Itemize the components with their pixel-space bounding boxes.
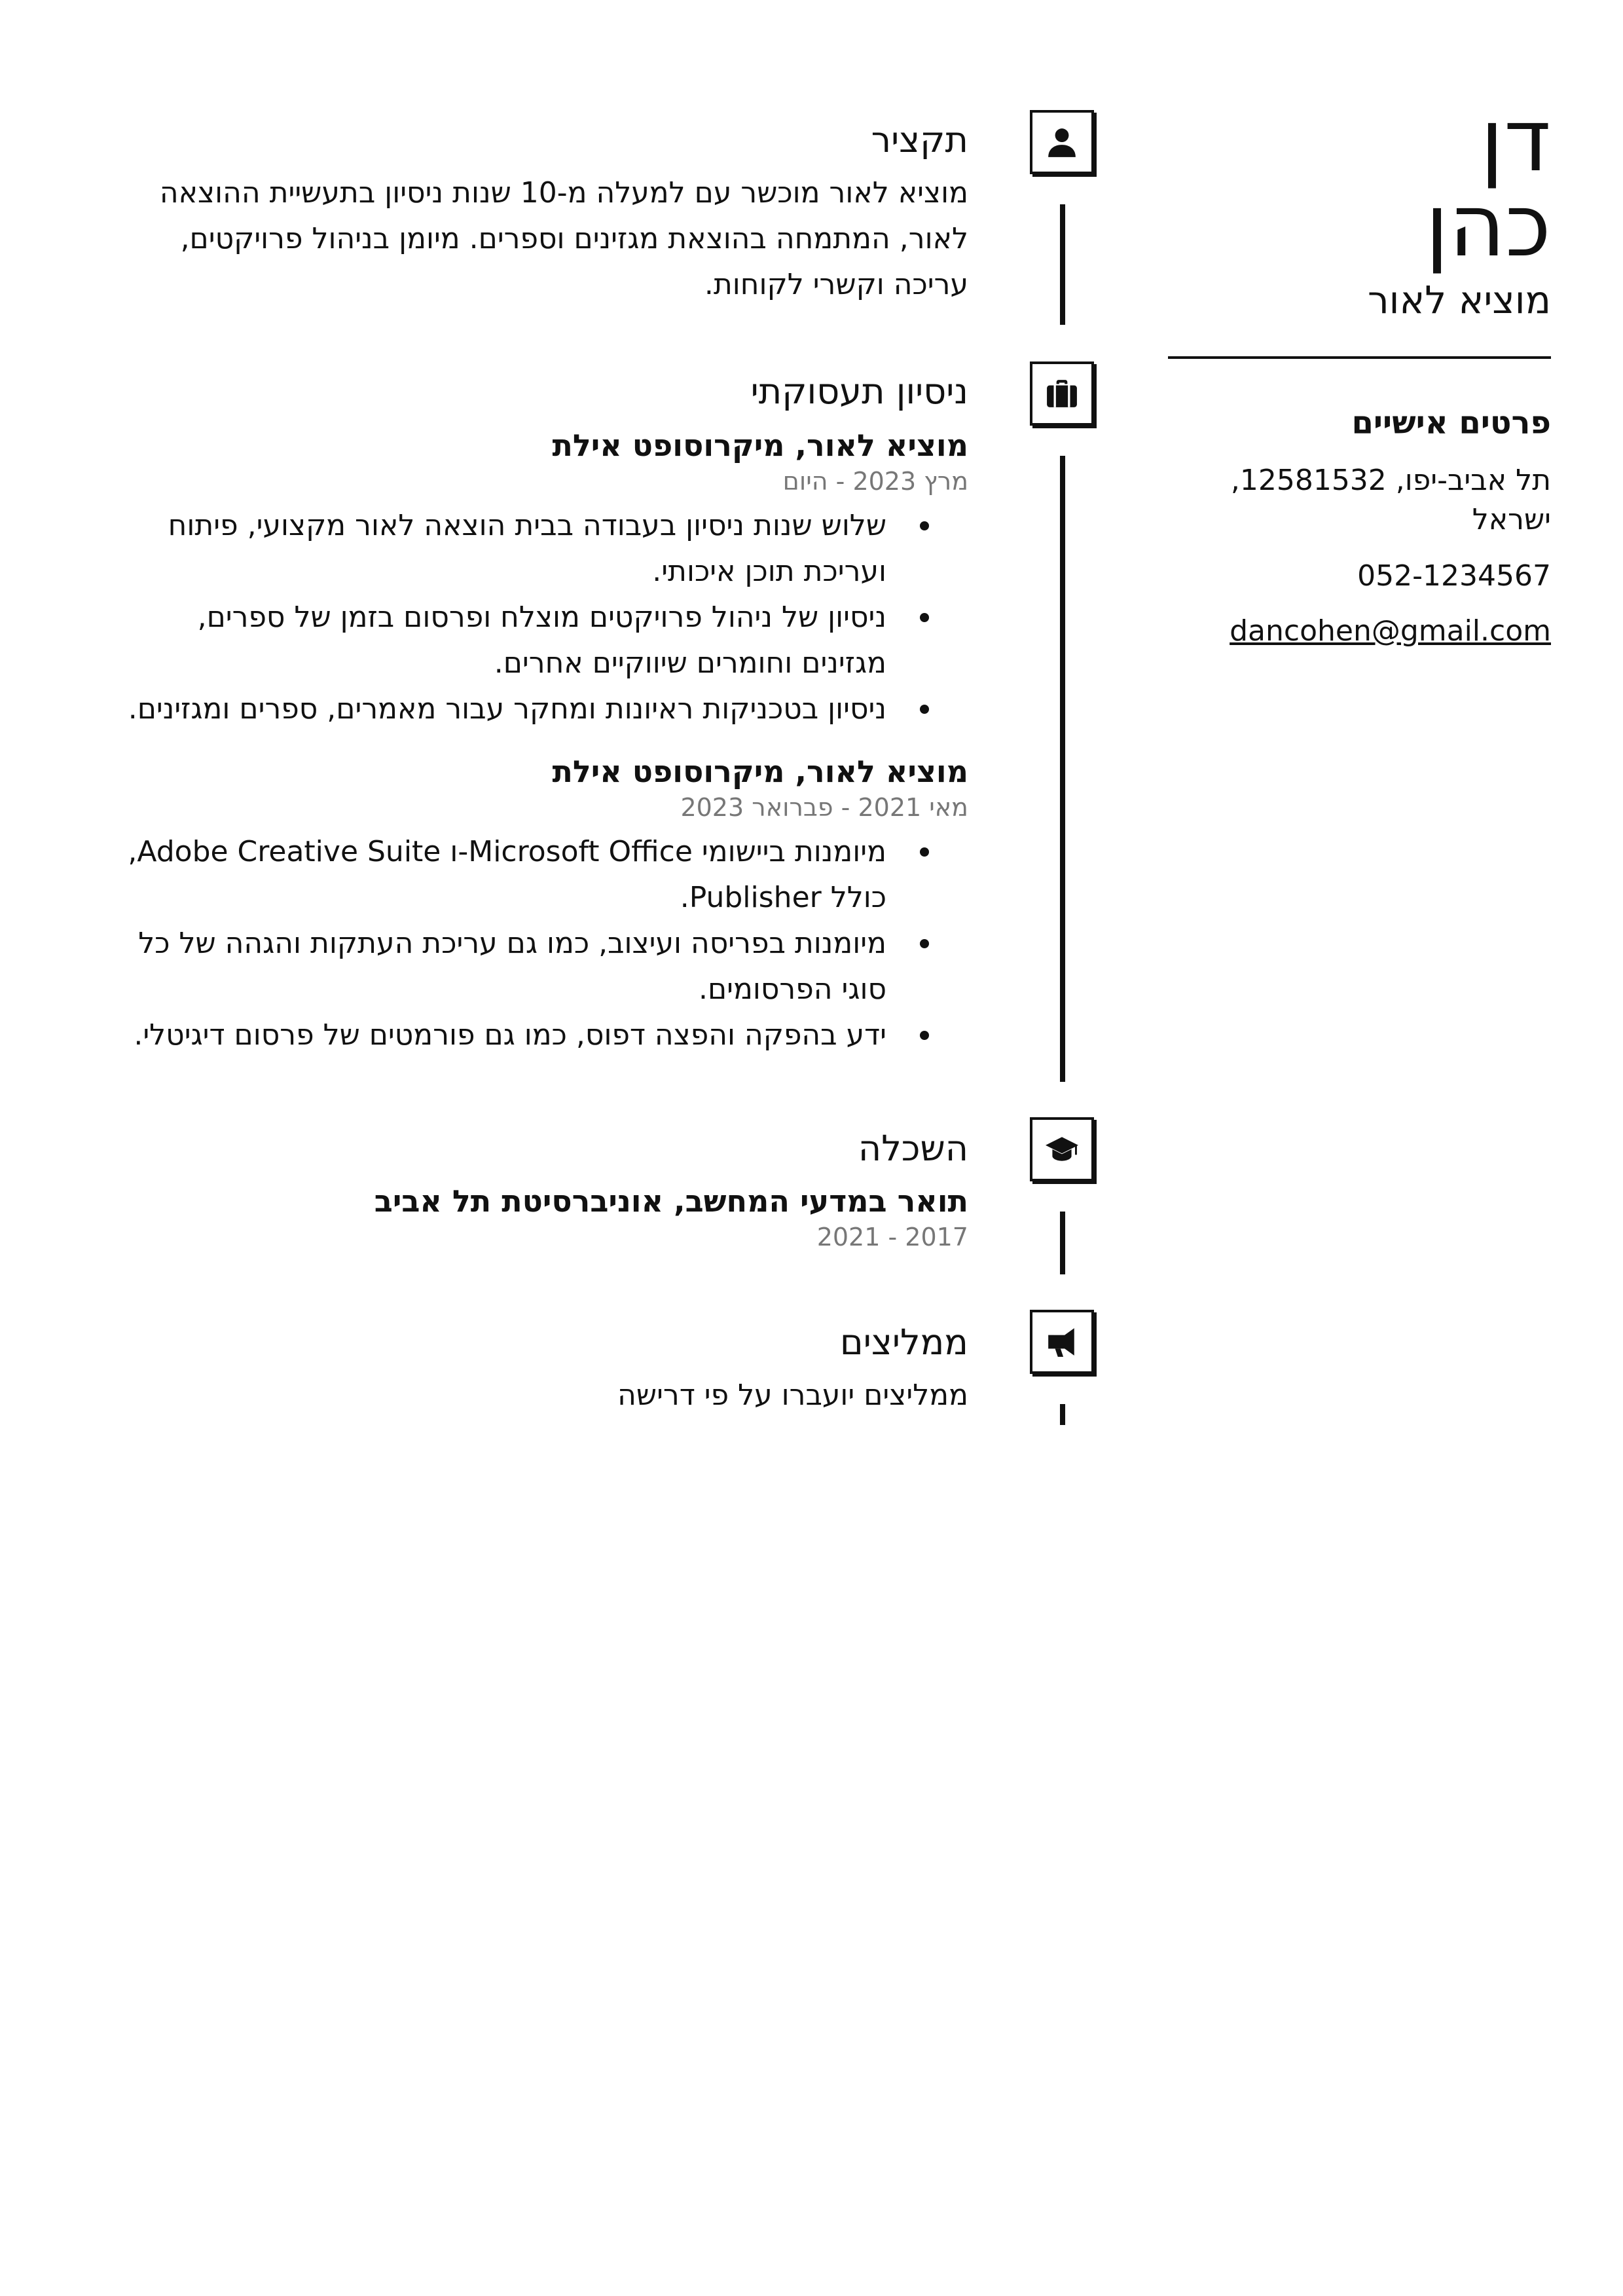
experience-title: ניסיון תעסוקתי [750,371,968,412]
experience-icon-box [1030,361,1094,426]
address: תל אביב-יפו, 12581532, ישראל [1230,464,1551,536]
job-bullets [117,829,968,1058]
megaphone-icon [1046,1325,1078,1358]
timeline-line [1060,456,1065,1082]
references-title: ממליצים [839,1322,968,1363]
references-text: ממליצים יועברו על פי דרישה [617,1379,968,1412]
user-icon [1046,126,1078,158]
education-icon-box [1030,1117,1094,1181]
education-title: השכלה [858,1128,968,1169]
personal-details-title: פרטים אישיים [1351,405,1551,441]
education-dates: 2017 - 2021 [816,1223,968,1251]
list-item: מיומנות ביישומי Microsoft Office-ו Adobe Creative Suite, כולל Publisher. [117,829,968,921]
job-heading: מוציא לאור, מיקרוסופט אילת [552,428,968,463]
email-link[interactable]: dancohen@gmail.com [1230,614,1551,648]
job-dates: מרץ 2023 - היום [782,467,968,496]
timeline-line [1060,204,1065,325]
list-item: ניסיון של ניהול פרויקטים מוצלח ופרסום בזמן של ספרים, מגזינים וחומרים שיווקיים אחרים. [117,595,968,686]
list-item: מיומנות בפריסה ועיצוב, כמו גם עריכת העתקות והגהה של כל סוגי הפרסומים. [117,921,968,1012]
graduation-cap-icon [1046,1133,1078,1166]
personal-sidebar [1168,90,1551,651]
summary-icon-box [1030,110,1094,174]
timeline-line [1060,1404,1065,1425]
summary-title: תקציר [871,119,968,160]
education-section [117,1124,968,1253]
list-item: ניסיון בטכניקות ראיונות ומחקר עבור מאמרים, ספרים ומגזינים. [117,686,968,732]
job-bullets [117,503,968,732]
first-name: דן [1480,90,1551,191]
experience-section [117,367,968,1058]
job-entry [117,752,968,1058]
timeline-line [1060,1212,1065,1274]
briefcase-icon [1046,377,1078,410]
sidebar-divider [1168,356,1551,359]
degree: תואר במדעי המחשב, אוניברסיטת תל אביב [374,1183,968,1219]
references-section [117,1318,968,1418]
references-icon-box [1030,1310,1094,1374]
job-dates: מאי 2021 - פברואר 2023 [680,793,968,822]
list-item: ידע בהפקה והפצה דפוס, כמו גם פורמטים של פרסום דיגיטלי. [117,1012,968,1058]
last-name: כהן [1425,176,1551,276]
job-entry [117,426,968,732]
list-item: שלוש שנות ניסיון בעבודה בבית הוצאה לאור מקצועי, פיתוח ועריכת תוכן איכותי. [117,503,968,595]
phone: 052-1234567 [1357,559,1551,593]
summary-section [117,115,968,308]
job-title: מוציא לאור [1367,278,1551,322]
job-heading: מוציא לאור, מיקרוסופט אילת [552,754,968,789]
summary-text: מוציא לאור מוכשר עם למעלה מ-10 שנות ניסיון בתעשיית ההוצאה לאור, המתמחה בהוצאת מגזינים וספרים. מיומן בניהול פרויקטים, עריכה וקשרי לקוחות. [159,176,968,301]
